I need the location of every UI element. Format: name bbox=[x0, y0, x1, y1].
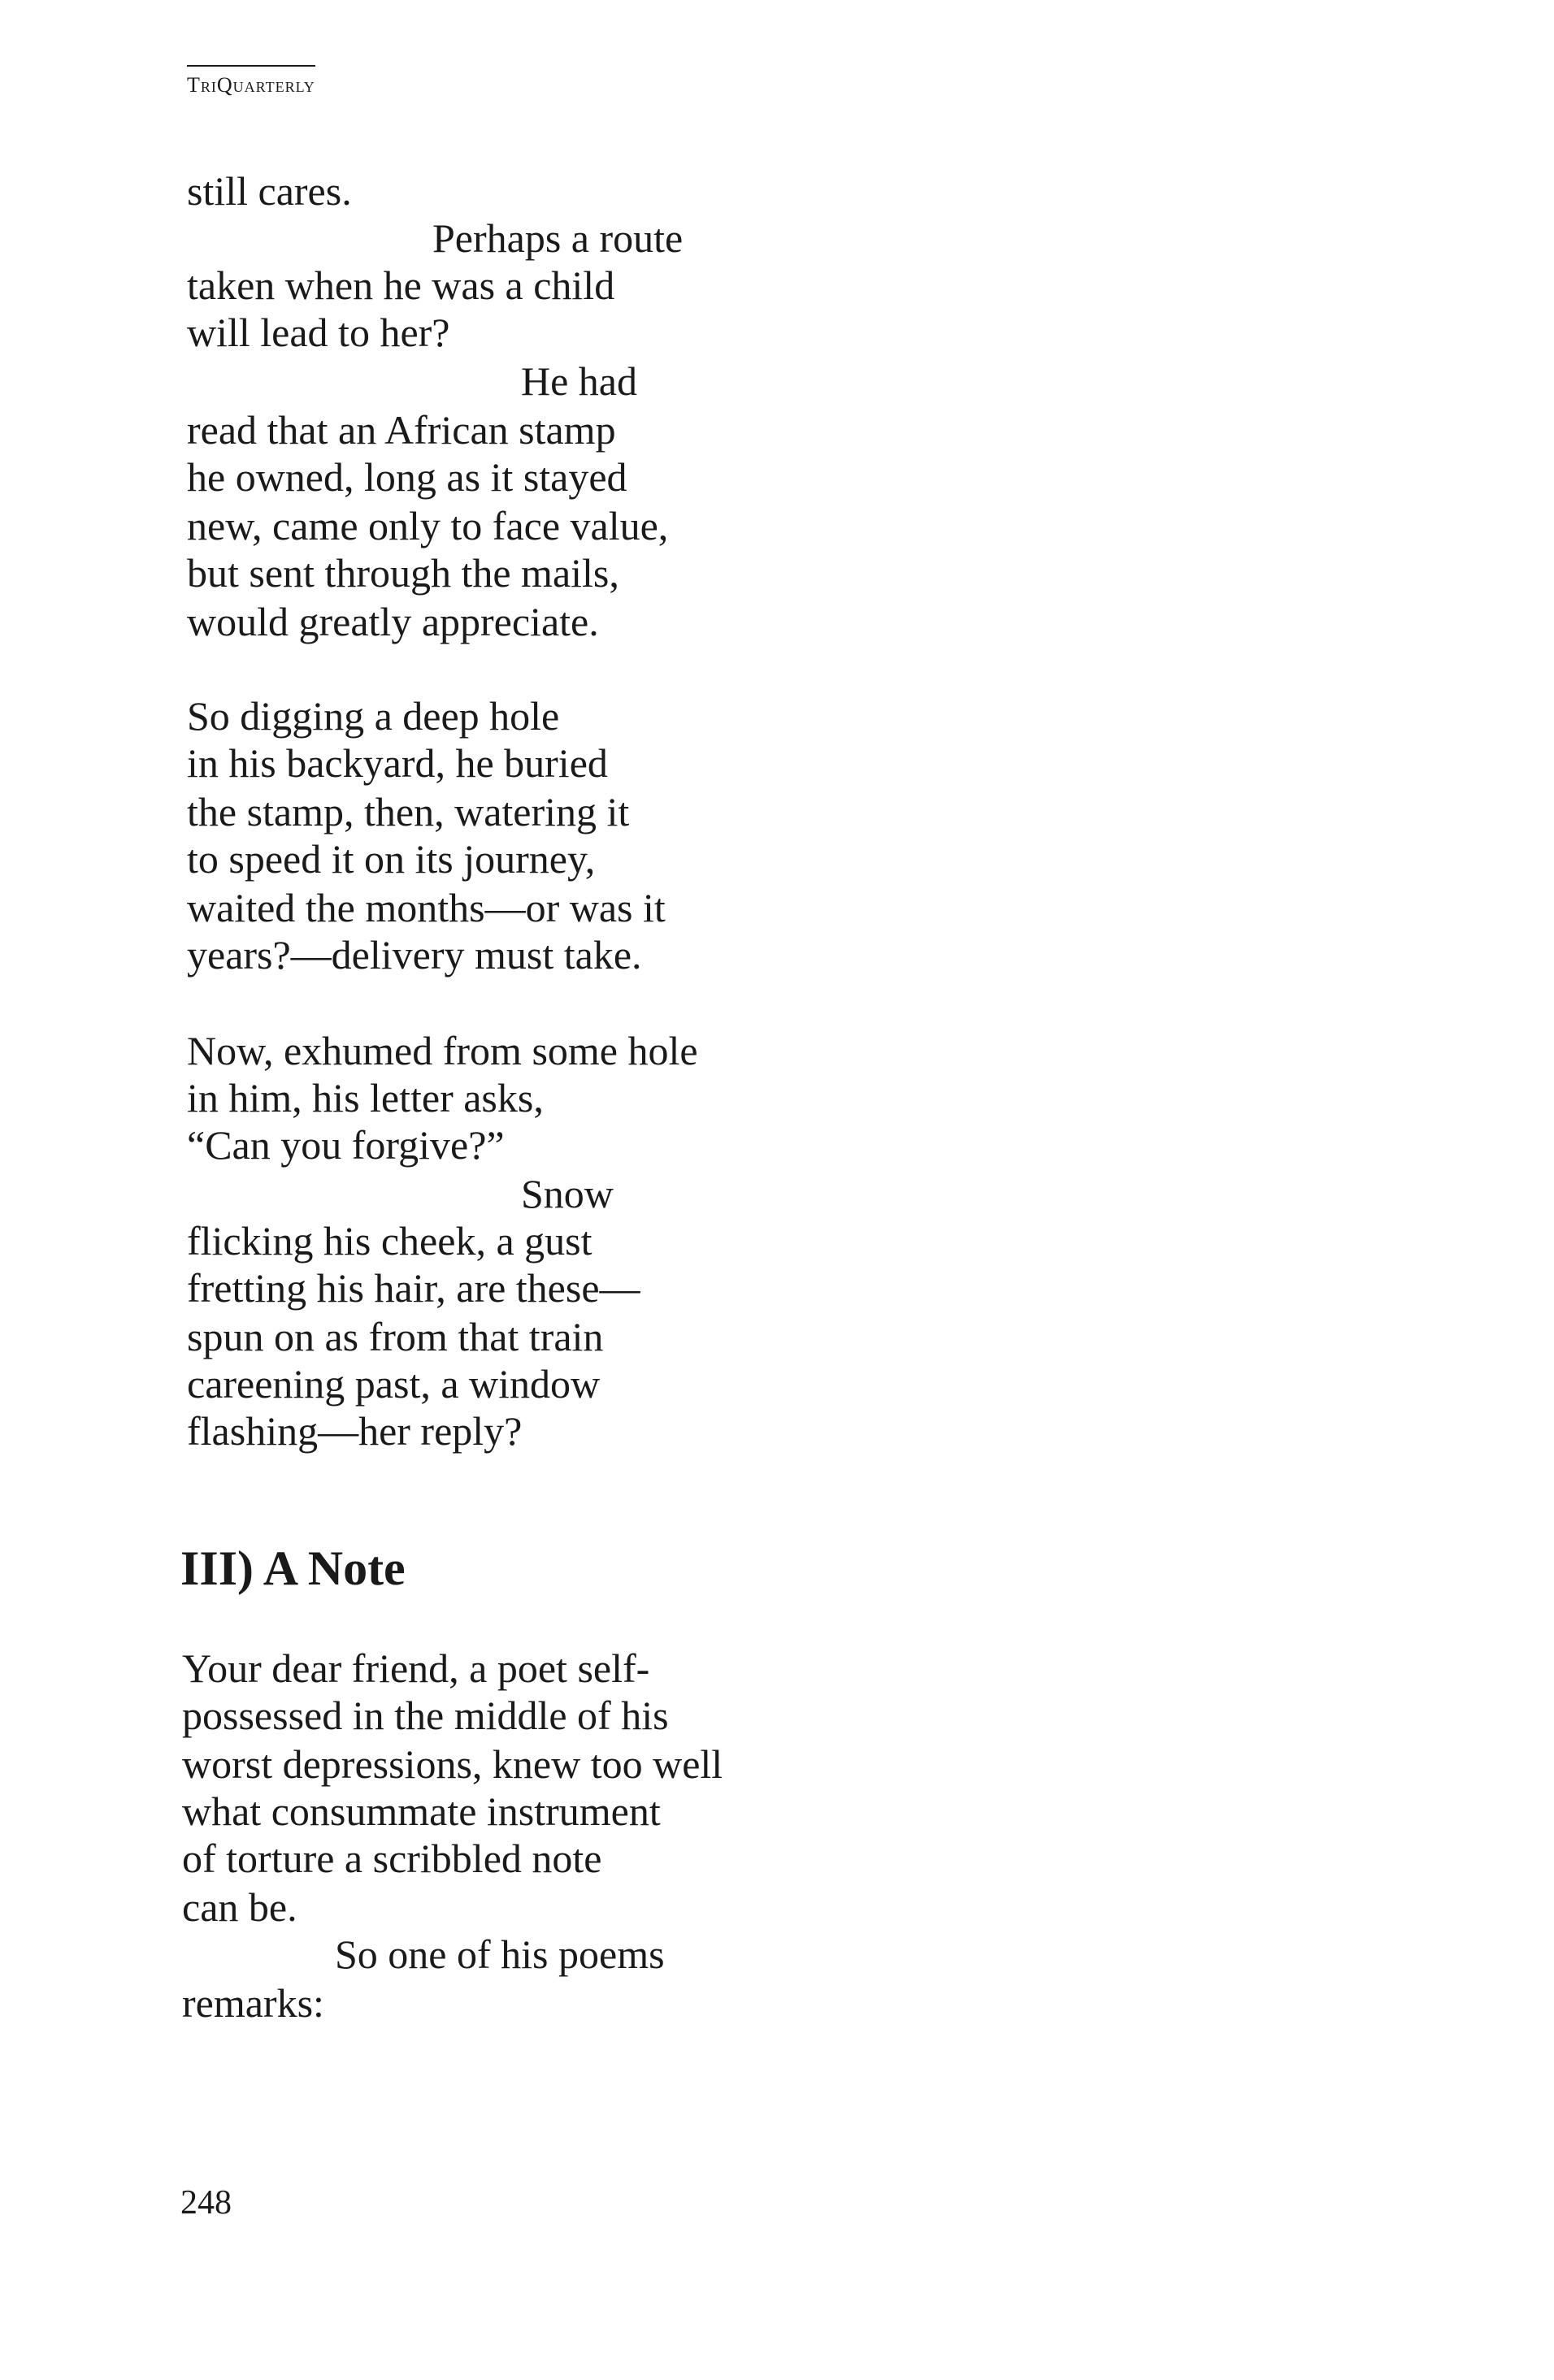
poem-line: Now, exhumed from some hole bbox=[187, 1028, 698, 1073]
poem-line: new, came only to face value, bbox=[187, 503, 669, 548]
poem-line: careening past, a window bbox=[187, 1361, 601, 1407]
poem-line: He had bbox=[521, 358, 637, 404]
poem-line: in him, his letter asks, bbox=[187, 1075, 544, 1121]
poem-line: read that an African stamp bbox=[187, 407, 616, 453]
section-heading: III) A Note bbox=[180, 1541, 406, 1595]
poem-line: to speed it on its journey, bbox=[187, 836, 596, 882]
poem-line: can be. bbox=[182, 1884, 297, 1930]
poem-line: flashing—her reply? bbox=[187, 1408, 523, 1454]
poem-line: would greatly appreciate. bbox=[187, 599, 599, 644]
poem-line: Snow bbox=[521, 1171, 614, 1216]
poem-line: but sent through the mails, bbox=[187, 550, 619, 596]
poem-line: years?—delivery must take. bbox=[187, 932, 642, 978]
poem-line: spun on as from that train bbox=[187, 1314, 604, 1359]
page-number: 248 bbox=[180, 2184, 232, 2222]
poem-line: So one of his poems bbox=[335, 1931, 665, 1977]
poem-line: will lead to her? bbox=[187, 310, 450, 355]
poem-line: So digging a deep hole bbox=[187, 693, 560, 739]
poem-line: Your dear friend, a poet self- bbox=[182, 1645, 650, 1691]
poem-line: in his backyard, he buried bbox=[187, 740, 608, 786]
running-head: TriQuarterly bbox=[187, 65, 315, 96]
poem-line: remarks: bbox=[182, 1980, 324, 2026]
poem-line: of torture a scribbled note bbox=[182, 1836, 602, 1881]
poem-line: worst depressions, knew too well bbox=[182, 1741, 723, 1787]
poem-line: fretting his hair, are these— bbox=[187, 1265, 640, 1311]
poem-line: the stamp, then, watering it bbox=[187, 789, 630, 835]
poem-line: “Can you forgive?” bbox=[187, 1122, 505, 1168]
poem-line: possessed in the middle of his bbox=[182, 1693, 669, 1738]
poem-line: waited the months—or was it bbox=[187, 885, 666, 930]
poem-line: Perhaps a route bbox=[432, 215, 684, 261]
poem-line: he owned, long as it stayed bbox=[187, 454, 627, 500]
poem-line: what consummate instrument bbox=[182, 1788, 661, 1834]
poem-line: taken when he was a child bbox=[187, 262, 615, 308]
poem-line: flicking his cheek, a gust bbox=[187, 1218, 593, 1264]
poem-line: still cares. bbox=[187, 168, 352, 214]
